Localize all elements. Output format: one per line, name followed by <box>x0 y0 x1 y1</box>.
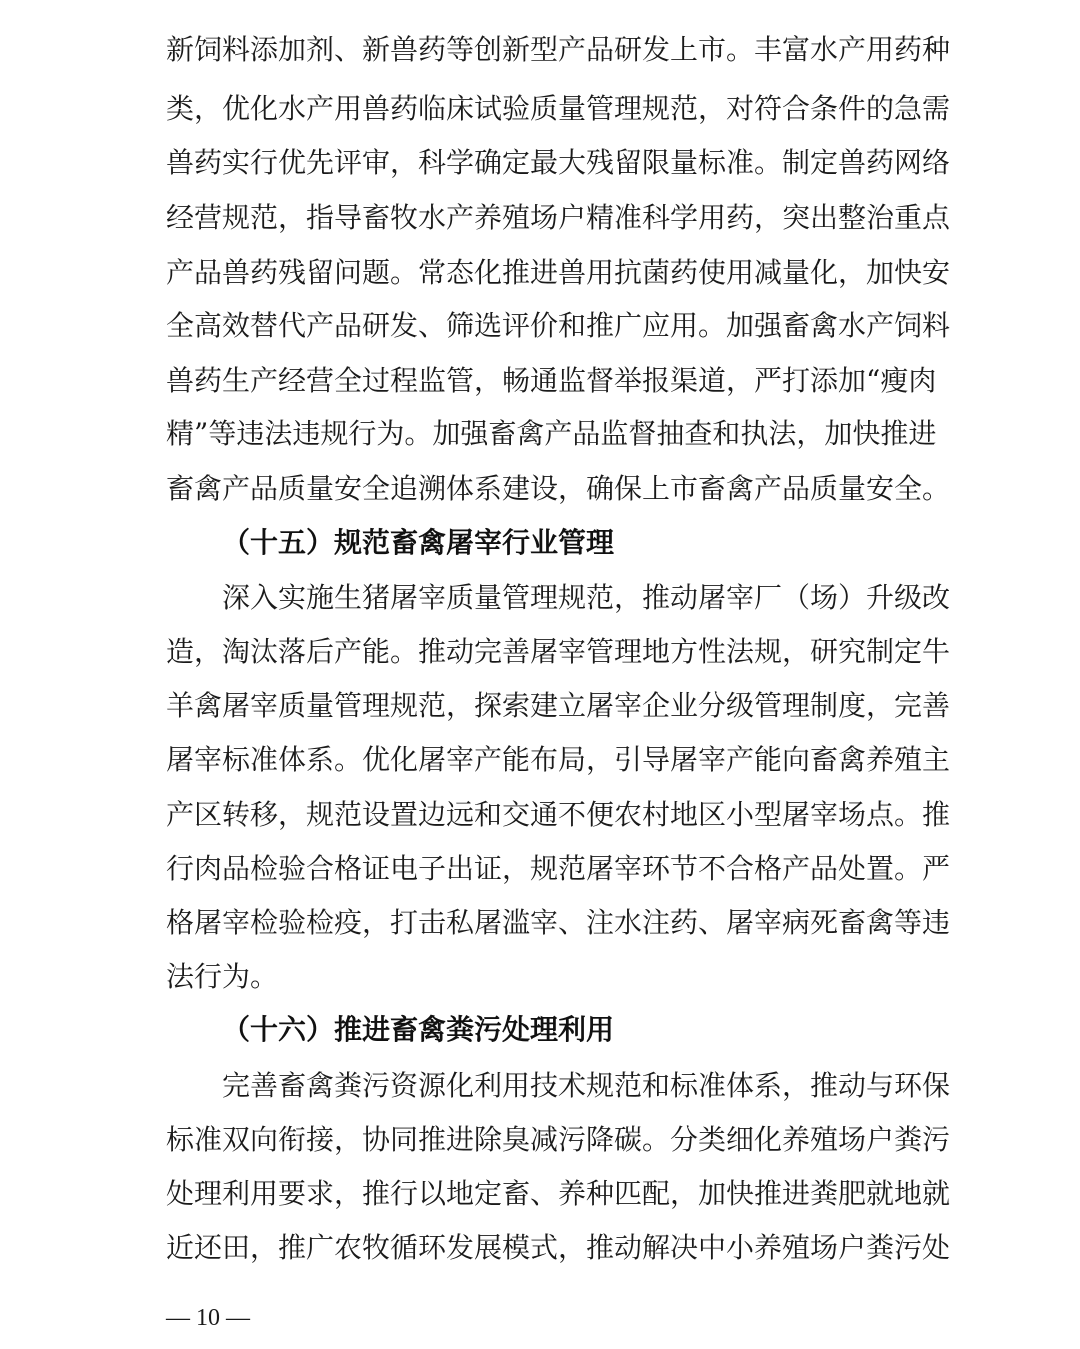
paragraph-line: 造，淘汰落后产能。推动完善屠宰管理地方性法规，研究制定牛 <box>166 635 951 668</box>
paragraph-line: 法行为。 <box>166 960 279 993</box>
paragraph-line: 新饲料添加剂、新兽药等创新型产品研发上市。丰富水产用药种 <box>166 33 951 66</box>
paragraph-line: 兽药实行优先评审，科学确定最大残留限量标准。制定兽药网络 <box>166 146 951 179</box>
paragraph-line: 全高效替代产品研发、筛选评价和推广应用。加强畜禽水产饲料 <box>166 309 951 342</box>
paragraph-line: 格屠宰检验检疫，打击私屠滥宰、注水注药、屠宰病死畜禽等违 <box>166 906 951 939</box>
section-heading-15: （十五）规范畜禽屠宰行业管理 <box>222 526 615 559</box>
paragraph-line: 畜禽产品质量安全追溯体系建设，确保上市畜禽产品质量安全。 <box>166 472 951 505</box>
paragraph-line: 近还田，推广农牧循环发展模式，推动解决中小养殖场户粪污处 <box>166 1231 951 1264</box>
paragraph-line: 屠宰标准体系。优化屠宰产能布局，引导屠宰产能向畜禽养殖主 <box>166 743 951 776</box>
paragraph-line: 完善畜禽粪污资源化利用技术规范和标准体系，推动与环保 <box>222 1069 951 1102</box>
paragraph-line: 经营规范，指导畜牧水产养殖场户精准科学用药，突出整治重点 <box>166 201 951 234</box>
paragraph-line: 羊禽屠宰质量管理规范，探索建立屠宰企业分级管理制度，完善 <box>166 689 951 722</box>
paragraph-line: 产品兽药残留问题。常态化推进兽用抗菌药使用减量化，加快安 <box>166 256 951 289</box>
paragraph-line: 精”等违法违规行为。加强畜禽产品监督抽查和执法，加快推进 <box>166 417 937 450</box>
paragraph-line: 深入实施生猪屠宰质量管理规范，推动屠宰厂（场）升级改 <box>222 581 951 614</box>
paragraph-line: 产区转移，规范设置边远和交通不便农村地区小型屠宰场点。推 <box>166 798 951 831</box>
page-number: — 10 — <box>166 1305 250 1331</box>
paragraph-line: 兽药生产经营全过程监管，畅通监督举报渠道，严打添加“瘦肉 <box>166 364 937 397</box>
section-heading-16: （十六）推进畜禽粪污处理利用 <box>222 1013 615 1046</box>
paragraph-line: 类，优化水产用兽药临床试验质量管理规范，对符合条件的急需 <box>166 92 951 125</box>
paragraph-line: 行肉品检验合格证电子出证，规范屠宰环节不合格产品处置。严 <box>166 852 951 885</box>
paragraph-line: 处理利用要求，推行以地定畜、养种匹配，加快推进粪肥就地就 <box>166 1177 951 1210</box>
paragraph-line: 标准双向衔接，协同推进除臭减污降碳。分类细化养殖场户粪污 <box>166 1123 951 1156</box>
